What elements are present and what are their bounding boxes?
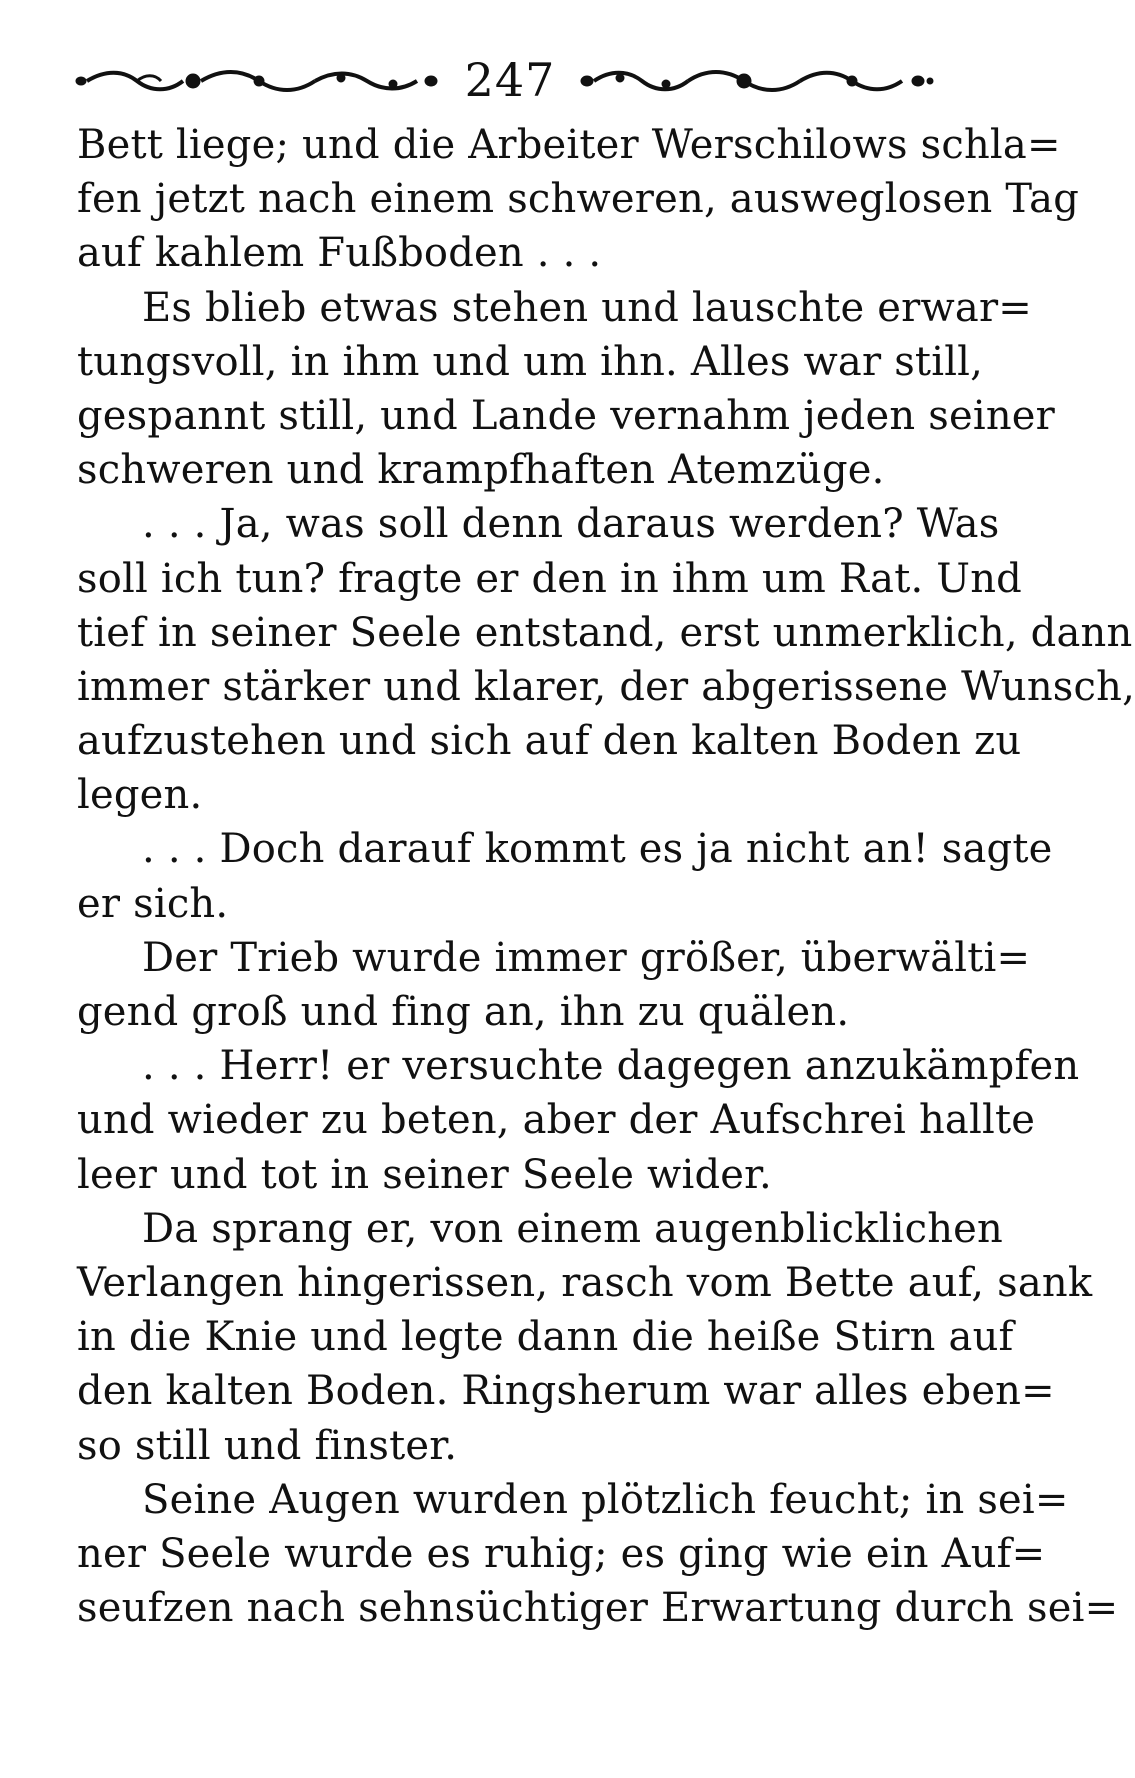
- text-line: . . . Herr! er versuchte dagegen anzukämpfen: [142, 1043, 1080, 1090]
- text-line: und wieder zu beten, aber der Aufschrei hallte: [77, 1097, 1036, 1144]
- text-line: fen jetzt nach einem schweren, ausweglosen Tag: [77, 176, 1080, 223]
- text-line: . . . Ja, was soll denn daraus werden? Was: [142, 501, 1000, 548]
- text-line: Verlangen hingerissen, rasch vom Bette auf, sank: [77, 1259, 1093, 1306]
- text-line: Bett liege; und die Arbeiter Werschilows schla=: [77, 122, 1061, 168]
- text-line: er sich.: [77, 880, 229, 927]
- text-line: Da sprang er, von einem augenblicklichen: [142, 1205, 1004, 1252]
- text-line: immer stärker und klarer, der abgerissene Wunsch,: [77, 663, 1135, 710]
- text-line: auf kahlem Fußboden . . .: [77, 230, 602, 277]
- text-line: Es blieb etwas stehen und lauschte erwar=: [142, 284, 1032, 331]
- body-text: [77, 118, 1135, 1635]
- text-line: aufzustehen und sich auf den kalten Boden zu: [77, 718, 1022, 765]
- text-line: tungsvoll, in ihm und um ihn. Alles war still,: [77, 338, 984, 385]
- text-line: schweren und krampfhaften Atemzüge.: [77, 447, 885, 494]
- ornament-left-icon: [75, 66, 440, 96]
- text-line: so still und finster.: [77, 1422, 458, 1469]
- text-line: tief in seiner Seele entstand, erst unmerklich, dann: [77, 609, 1133, 656]
- text-line: Der Trieb wurde immer größer, überwälti=: [142, 934, 1031, 981]
- text-line: seufzen nach sehnsüchtiger Erwartung durch sei=: [77, 1585, 1119, 1632]
- text-line: leer und tot in seiner Seele wider.: [77, 1151, 772, 1198]
- ornament-right-icon: [580, 66, 935, 96]
- page-number: 247: [464, 53, 556, 107]
- text-line: legen.: [77, 772, 203, 819]
- text-line: . . . Doch darauf kommt es ja nicht an! sagte: [142, 826, 1053, 873]
- page-header: [75, 50, 935, 110]
- text-line: soll ich tun? fragte er den in ihm um Rat. Und: [77, 555, 1022, 602]
- text-line: ner Seele wurde es ruhig; es ging wie ein Auf=: [77, 1530, 1046, 1577]
- text-line: in die Knie und legte dann die heiße Stirn auf: [77, 1314, 1014, 1361]
- text-line: gend groß und fing an, ihn zu quälen.: [77, 989, 850, 1035]
- text-line: den kalten Boden. Ringsherum war alles eben=: [77, 1368, 1055, 1415]
- text-line: Seine Augen wurden plötzlich feucht; in sei=: [142, 1476, 1069, 1523]
- text-line: gespannt still, und Lande vernahm jeden seiner: [77, 392, 1055, 439]
